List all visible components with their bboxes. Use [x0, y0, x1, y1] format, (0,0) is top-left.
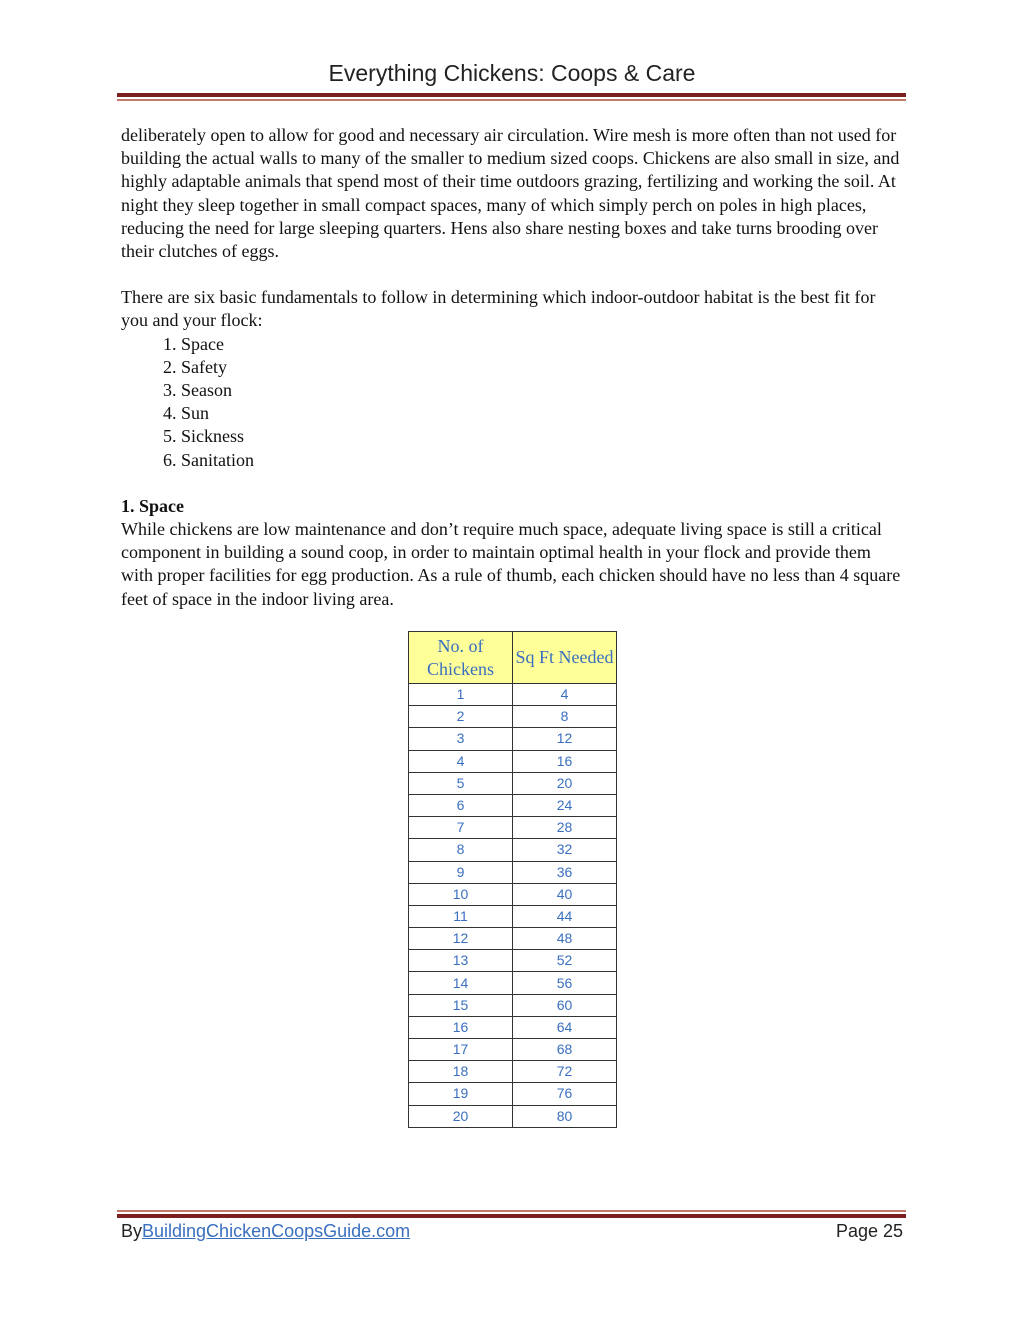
chickens-cell: 6: [409, 794, 513, 816]
chickens-cell: 13: [409, 950, 513, 972]
page-content: [121, 124, 901, 611]
chickens-cell: 9: [409, 861, 513, 883]
table-row: [409, 928, 617, 950]
sqft-cell: 20: [513, 772, 617, 794]
sqft-cell: 36: [513, 861, 617, 883]
chickens-cell: 15: [409, 994, 513, 1016]
chickens-cell: 11: [409, 905, 513, 927]
chickens-cell: 18: [409, 1061, 513, 1083]
fundamentals-intro: There are six basic fundamentals to follow in determining which indoor-outdoor habitat is the best fit for you and your flock:: [121, 287, 876, 331]
section-heading-space: 1. Space: [121, 495, 184, 516]
sqft-cell: 8: [513, 706, 617, 728]
sqft-cell: 12: [513, 728, 617, 750]
table-row: [409, 684, 617, 706]
space-paragraph: While chickens are low maintenance and don’t require much space, adequate living space is still a critical component in building a sound coop, in order to maintain optimal health in your flock and provide them with proper facilities for egg production. As a rule of thumb, each chicken should have no less than 4 square feet of space in the indoor living area.: [121, 519, 901, 609]
footer-rule: [117, 1210, 906, 1218]
table-row: [409, 1105, 617, 1127]
page-number: Page 25: [835, 1221, 903, 1241]
chickens-cell: 12: [409, 928, 513, 950]
chickens-cell: 4: [409, 750, 513, 772]
table-row: [409, 1083, 617, 1105]
table-row: [409, 794, 617, 816]
sqft-cell: 48: [513, 928, 617, 950]
chickens-cell: 5: [409, 772, 513, 794]
chickens-cell: 10: [409, 883, 513, 905]
list-item: 5. Sickness: [181, 425, 901, 448]
column-header-chickens: No. of Chickens: [409, 632, 513, 684]
sqft-cell: 44: [513, 905, 617, 927]
sqft-cell: 68: [513, 1039, 617, 1061]
table-row: [409, 772, 617, 794]
header-rule: [117, 93, 906, 101]
sqft-cell: 16: [513, 750, 617, 772]
list-item: 6. Sanitation: [181, 449, 901, 472]
footer-by-prefix: By: [121, 1221, 143, 1241]
sqft-cell: 80: [513, 1105, 617, 1127]
table-row: [409, 1016, 617, 1038]
table-row: [409, 728, 617, 750]
table-body: [409, 684, 617, 1128]
list-item: 1. Space: [181, 333, 901, 356]
chickens-cell: 7: [409, 817, 513, 839]
footer-credit: [121, 1221, 410, 1242]
sqft-cell: 4: [513, 684, 617, 706]
list-item: 4. Sun: [181, 402, 901, 425]
table-row: [409, 706, 617, 728]
table-row: [409, 950, 617, 972]
table-row: [409, 905, 617, 927]
list-item: 3. Season: [181, 379, 901, 402]
chickens-cell: 8: [409, 839, 513, 861]
sqft-cell: 72: [513, 1061, 617, 1083]
intro-paragraph: deliberately open to allow for good and necessary air circulation. Wire mesh is more often than not used for building the actual walls to many of the smaller to medium sized coops. Chickens are also small in size, and highly adaptable animals that spend most of their time outdoors grazing, fertilizing and working the soil. At night they sleep together in small compact spaces, many of which simply perch on poles in high places, reducing the need for large sleeping quarters. Hens also share nesting boxes and take turns brooding over their clutches of eggs.: [121, 125, 900, 262]
sqft-cell: 32: [513, 839, 617, 861]
table-row: [409, 994, 617, 1016]
chickens-cell: 16: [409, 1016, 513, 1038]
sqft-cell: 76: [513, 1083, 617, 1105]
chickens-cell: 19: [409, 1083, 513, 1105]
sqft-cell: 24: [513, 794, 617, 816]
space-requirements-table: [408, 631, 617, 1128]
table-row: [409, 861, 617, 883]
chickens-cell: 2: [409, 706, 513, 728]
chickens-cell: 17: [409, 1039, 513, 1061]
sqft-cell: 52: [513, 950, 617, 972]
table-row: [409, 817, 617, 839]
table-row: [409, 1039, 617, 1061]
sqft-cell: 40: [513, 883, 617, 905]
chickens-cell: 1: [409, 684, 513, 706]
table-row: [409, 839, 617, 861]
table-row: [409, 750, 617, 772]
table-row: [409, 1061, 617, 1083]
column-header-sqft: Sq Ft Needed: [513, 632, 617, 684]
chickens-cell: 20: [409, 1105, 513, 1127]
sqft-cell: 60: [513, 994, 617, 1016]
table-row: [409, 883, 617, 905]
footer-site-link[interactable]: BuildingChickenCoopsGuide.com: [142, 1221, 411, 1241]
chickens-cell: 3: [409, 728, 513, 750]
list-item: 2. Safety: [181, 356, 901, 379]
chickens-cell: 14: [409, 972, 513, 994]
fundamentals-list: [121, 333, 901, 472]
sqft-cell: 64: [513, 1016, 617, 1038]
table-row: [409, 972, 617, 994]
sqft-cell: 28: [513, 817, 617, 839]
sqft-cell: 56: [513, 972, 617, 994]
page-header-title: Everything Chickens: Coops & Care: [328, 60, 696, 86]
